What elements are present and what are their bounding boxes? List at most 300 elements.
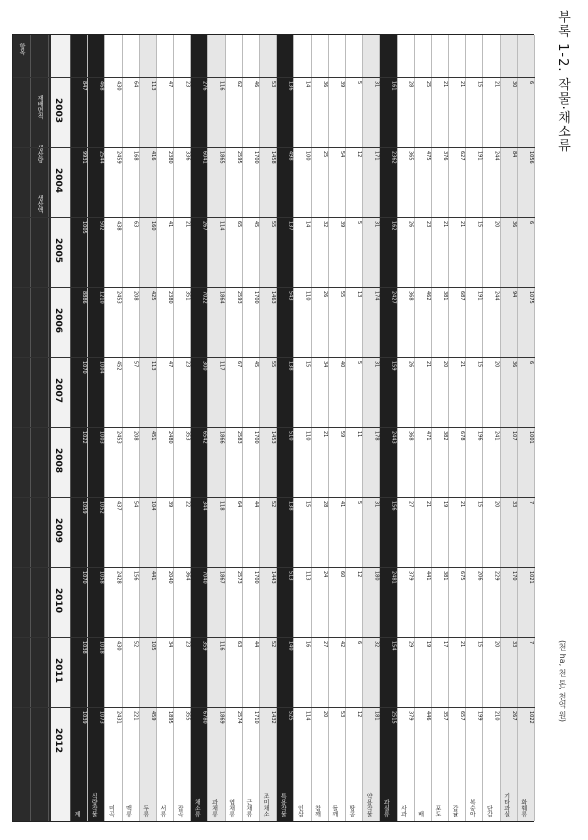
table-cell: 170 — [510, 571, 517, 581]
table-cell: 206 — [476, 571, 483, 581]
table-cell: 1895 — [167, 711, 174, 724]
row-label: 감귤 — [451, 805, 459, 817]
row-label: 인삼 — [296, 805, 304, 817]
row-label: 기타과실 — [502, 793, 510, 817]
table-cell: 1056 — [527, 151, 534, 164]
table-cell: 27 — [321, 641, 328, 648]
table-cell: 2595 — [235, 151, 242, 164]
year-label: 2007 — [53, 378, 63, 404]
table-cell: 181 — [373, 711, 380, 721]
table-row — [191, 35, 208, 821]
table-cell: 15 — [476, 81, 483, 88]
table-cell: 376 — [442, 151, 449, 161]
year-label: 2006 — [53, 308, 63, 334]
year-label: 2012 — [53, 728, 63, 754]
table-cell: 26 — [407, 221, 414, 228]
table-cell: 21 — [442, 221, 449, 228]
table-cell: 1058 — [98, 571, 105, 584]
table-cell: 107 — [510, 431, 517, 441]
table-cell: 1463 — [270, 291, 277, 304]
row-label: 참깨 — [313, 805, 321, 817]
table-cell: 45 — [253, 221, 260, 228]
table-cell: 138 — [287, 361, 294, 371]
table-cell: 368 — [407, 431, 414, 441]
year-divider — [13, 287, 535, 288]
table-cell: 21 — [184, 221, 191, 228]
table-cell: 364 — [184, 571, 191, 581]
table-cell: 16 — [304, 641, 311, 648]
table-cell: 300 — [201, 361, 208, 371]
table-cell: 20 — [493, 221, 500, 228]
table-cell: 441 — [149, 571, 156, 581]
table-cell: 105 — [149, 641, 156, 651]
table-cell: 15 — [476, 221, 483, 228]
year-divider — [13, 77, 535, 78]
table-cell: 15 — [476, 641, 483, 648]
table-cell: 7 — [527, 501, 534, 505]
table-cell: 344 — [201, 501, 208, 511]
table-cell: 110 — [304, 431, 311, 441]
row-label: 들깨 — [330, 805, 338, 817]
table-cell: 21 — [459, 221, 466, 228]
row-label: 식량작물 — [90, 793, 98, 817]
table-cell: 160 — [149, 221, 156, 231]
table-cell: 675 — [459, 571, 466, 581]
table-cell: 12 — [356, 711, 363, 718]
table-cell: 21 — [459, 501, 466, 508]
statistics-table — [12, 34, 534, 822]
table-cell: 114 — [304, 711, 311, 721]
table-cell: 174 — [373, 291, 380, 301]
table-cell: 368 — [407, 291, 414, 301]
table-cell: 39 — [338, 221, 345, 228]
table-cell: 46 — [253, 81, 260, 88]
table-cell: 118 — [218, 501, 225, 511]
table-cell: 29 — [407, 641, 414, 648]
year-divider — [13, 217, 535, 218]
table-cell: 1001 — [527, 431, 534, 444]
table-cell: 39 — [338, 81, 345, 88]
table-row — [226, 35, 243, 821]
table-cell: 1005 — [81, 221, 88, 234]
row-label: 미곡 — [107, 805, 115, 817]
table-row — [312, 35, 329, 821]
table-cell: 138 — [287, 501, 294, 511]
table-cell: 451 — [149, 431, 156, 441]
table-cell: 2515 — [390, 711, 397, 724]
table-cell: 416 — [149, 151, 156, 161]
table-cell: 20 — [493, 641, 500, 648]
table-cell: 53 — [270, 81, 277, 88]
table-row — [277, 35, 294, 821]
sub-header-area: 재배면적 — [36, 95, 43, 119]
table-cell: 15 — [476, 501, 483, 508]
table-cell: 1865 — [218, 151, 225, 164]
table-row — [329, 35, 346, 821]
table-cell: 30 — [510, 81, 517, 88]
table-cell: 199 — [476, 711, 483, 721]
row-label: 배 — [416, 811, 424, 817]
table-cell: 19 — [442, 501, 449, 508]
table-cell: 114 — [218, 221, 225, 231]
table-cell: 208 — [132, 431, 139, 441]
year-label: 2008 — [53, 448, 63, 474]
table-cell: 15 — [476, 361, 483, 368]
sub-header-value: 생산액 — [36, 195, 43, 213]
table-cell: 100 — [304, 151, 311, 161]
table-cell: 365 — [407, 151, 414, 161]
table-cell: 462 — [424, 291, 431, 301]
row-label: 땅콩 — [347, 805, 355, 817]
table-cell: 104 — [149, 501, 156, 511]
table-cell: 27 — [407, 501, 414, 508]
table-cell: 430 — [115, 81, 122, 91]
table-cell: 159 — [390, 361, 397, 371]
table-cell: 7040 — [201, 571, 208, 584]
table-cell: 1700 — [253, 291, 260, 304]
table-cell: 42 — [338, 641, 345, 648]
row-label: 포도 — [433, 805, 441, 817]
year-label: 2010 — [53, 588, 63, 614]
table-cell: 23 — [424, 221, 431, 228]
table-cell: 24 — [321, 571, 328, 578]
table-cell: 21 — [493, 81, 500, 88]
sub-header-production: 생산량 — [36, 145, 43, 163]
table-cell: 12 — [356, 571, 363, 578]
table-cell: 191 — [476, 151, 483, 161]
table-cell: 2427 — [390, 291, 397, 304]
table-cell: 21 — [459, 641, 466, 648]
table-cell: 459 — [149, 711, 156, 721]
table-cell: 12 — [356, 151, 363, 158]
table-cell: 1866 — [218, 431, 225, 444]
table-cell: 15 — [304, 361, 311, 368]
table-cell: 355 — [184, 711, 191, 721]
table-cell: 1867 — [218, 571, 225, 584]
table-cell: 2481 — [390, 571, 397, 584]
table-cell: 57 — [132, 361, 139, 368]
table-cell: 34 — [321, 361, 328, 368]
table-cell: 1075 — [527, 291, 534, 304]
table-cell: 687 — [459, 291, 466, 301]
table-cell: 1018 — [98, 641, 105, 654]
table-header-column — [13, 35, 51, 821]
table-cell: 39 — [167, 501, 174, 508]
table-cell: 113 — [149, 81, 156, 91]
table-row — [243, 35, 260, 821]
row-label: 사과 — [399, 805, 407, 817]
table-cell: 26 — [407, 361, 414, 368]
table-cell: 678 — [459, 431, 466, 441]
year-divider — [13, 707, 535, 708]
table-cell: 20 — [493, 361, 500, 368]
year-divider — [13, 567, 535, 568]
table-cell: 498 — [287, 151, 294, 161]
table-cell: 2443 — [390, 431, 397, 444]
table-cell: 425 — [149, 291, 156, 301]
table-cell: 2573 — [235, 571, 242, 584]
table-cell: 21 — [424, 361, 431, 368]
table-cell: 140 — [287, 641, 294, 651]
table-cell: 1443 — [270, 571, 277, 584]
row-label: 과실류 — [382, 799, 390, 817]
table-cell: 113 — [149, 361, 156, 371]
table-cell: 513 — [287, 571, 294, 581]
table-cell: 210 — [493, 711, 500, 721]
table-cell: 22 — [184, 501, 191, 508]
table-cell: 2380 — [167, 151, 174, 164]
table-cell: 14 — [304, 81, 311, 88]
table-cell: 23 — [184, 361, 191, 368]
table-cell: 2583 — [235, 431, 242, 444]
table-cell: 525 — [287, 711, 294, 721]
table-cell: 1038 — [81, 641, 88, 654]
table-cell: 28 — [321, 501, 328, 508]
page-title: 부록 1-2. 작물·채소류 — [555, 10, 570, 153]
table-row — [174, 35, 191, 821]
table-cell: 452 — [115, 361, 122, 371]
table-cell: 1022 — [81, 431, 88, 444]
table-cell: 2428 — [115, 571, 122, 584]
table-row — [123, 35, 140, 821]
table-cell: 353 — [184, 431, 191, 441]
table-cell: 116 — [218, 641, 225, 651]
table-cell: 267 — [201, 221, 208, 231]
year-divider — [13, 357, 535, 358]
table-cell: 67 — [235, 361, 242, 368]
table-cell: 2380 — [167, 291, 174, 304]
table-cell: 55 — [270, 221, 277, 228]
row-label: 화훼류 — [519, 799, 527, 817]
table-cell: 244 — [493, 291, 500, 301]
table-cell: 468 — [98, 81, 105, 91]
table-cell: 6 — [527, 81, 534, 85]
table-cell: 379 — [407, 711, 414, 721]
row-label: 맥류 — [124, 805, 132, 817]
table-cell: 847 — [81, 81, 88, 91]
table-cell: 1073 — [98, 711, 105, 724]
table-cell: 23 — [184, 81, 191, 88]
table-cell: 34 — [167, 641, 174, 648]
table-cell: 1453 — [270, 431, 277, 444]
table-cell: 54 — [338, 151, 345, 158]
table-cell: 221 — [132, 711, 139, 721]
table-cell: 137 — [287, 221, 294, 231]
table-cell: 502 — [98, 221, 105, 231]
table-cell: 1432 — [270, 711, 277, 724]
table-cell: 510 — [287, 431, 294, 441]
table-cell: 446 — [424, 711, 431, 721]
table-cell: 2453 — [115, 431, 122, 444]
table-cell: 36 — [510, 221, 517, 228]
table-cell: 543 — [287, 291, 294, 301]
header-item-column — [13, 35, 31, 821]
table-cell: 6 — [527, 361, 534, 365]
year-label: 2003 — [53, 98, 63, 124]
table-cell: 2362 — [390, 151, 397, 164]
table-cell: 156 — [390, 501, 397, 511]
table-cell: 14 — [304, 221, 311, 228]
table-cell: 5 — [356, 361, 363, 365]
table-cell: 1070 — [81, 571, 88, 584]
table-cell: 36 — [321, 81, 328, 88]
table-cell: 113 — [304, 571, 311, 581]
table-cell: 161 — [390, 81, 397, 91]
table-cell: 382 — [442, 431, 449, 441]
table-cell: 1021 — [527, 571, 534, 584]
table-cell: 208 — [132, 291, 139, 301]
table-cell: 430 — [115, 641, 122, 651]
table-cell: 41 — [167, 221, 174, 228]
table-cell: 171 — [373, 151, 380, 161]
table-cell: 21 — [424, 501, 431, 508]
table-cell: 136 — [287, 81, 294, 91]
table-cell: 2459 — [115, 151, 122, 164]
table-row — [88, 35, 105, 821]
table-cell: 15 — [304, 501, 311, 508]
table-cell: 1210 — [98, 291, 105, 304]
table-cell: 21 — [442, 81, 449, 88]
table-cell: 110 — [304, 291, 311, 301]
table-cell: 55 — [270, 361, 277, 368]
table-cell: 32 — [373, 641, 380, 648]
table-cell: 2040 — [167, 571, 174, 584]
table-cell: 154 — [390, 641, 397, 651]
table-cell: 45 — [253, 361, 260, 368]
table-cell: 162 — [390, 221, 397, 231]
year-divider — [13, 497, 535, 498]
table-cell: 5 — [356, 501, 363, 505]
table-row — [294, 35, 311, 821]
table-cell: 84 — [510, 151, 517, 158]
table-cell: 60 — [338, 571, 345, 578]
table-cell: 1022 — [527, 711, 534, 724]
row-label: 근채류 — [244, 799, 252, 817]
table-cell: 359 — [201, 641, 208, 651]
year-divider — [13, 637, 535, 638]
table-cell: 6041 — [201, 151, 208, 164]
table-cell: 6542 — [201, 431, 208, 444]
table-cell: 2544 — [98, 151, 105, 164]
table-cell: 28 — [407, 81, 414, 88]
table-cell: 44 — [253, 641, 260, 648]
table-cell: 26 — [321, 291, 328, 298]
table-cell: 55 — [338, 291, 345, 298]
table-cell: 438 — [115, 221, 122, 231]
table-row — [449, 35, 466, 821]
table-cell: 40 — [338, 361, 345, 368]
table-cell: 54 — [132, 501, 139, 508]
table-row — [346, 35, 363, 821]
table-cell: 2480 — [167, 431, 174, 444]
table-row — [363, 35, 380, 821]
table-row — [432, 35, 449, 821]
year-label: 2011 — [53, 658, 63, 684]
table-cell: 5 — [356, 81, 363, 85]
unit-note: (천 ha, 천 톤, 천억 원) — [558, 640, 567, 723]
table-row — [208, 35, 225, 821]
row-label: 과채류 — [210, 799, 218, 817]
table-row — [260, 35, 277, 821]
table-cell: 1003 — [98, 431, 105, 444]
row-label: 단감 — [485, 805, 493, 817]
table-row — [518, 35, 535, 821]
table-cell: 6780 — [201, 711, 208, 724]
table-cell: 52 — [270, 501, 277, 508]
table-cell: 52 — [132, 641, 139, 648]
row-label: 채소류 — [193, 799, 201, 817]
header-subitem-column — [31, 35, 49, 821]
table-cell: 1070 — [81, 361, 88, 374]
table-cell: 191 — [476, 291, 483, 301]
table-cell: 41 — [338, 501, 345, 508]
year-divider — [13, 427, 535, 428]
table-row — [398, 35, 415, 821]
table-cell: 357 — [442, 711, 449, 721]
table-cell: 1059 — [81, 501, 88, 514]
table-cell: 53 — [338, 711, 345, 718]
table-cell: 441 — [424, 571, 431, 581]
year-divider — [13, 147, 535, 148]
row-label: 서류 — [158, 805, 166, 817]
table-cell: 196 — [476, 431, 483, 441]
row-label: 두류 — [141, 805, 149, 817]
table-cell: 336 — [184, 151, 191, 161]
row-label: 복숭아 — [468, 799, 476, 817]
year-label: 2004 — [53, 168, 63, 194]
table-cell: 21 — [459, 361, 466, 368]
row-label: 계 — [73, 811, 80, 817]
year-band — [51, 35, 71, 821]
table-cell: 44 — [253, 501, 260, 508]
table-cell: 116 — [218, 81, 225, 91]
table-cell: 31 — [373, 361, 380, 368]
table-cell: 2453 — [115, 291, 122, 304]
table-cell: 2431 — [115, 711, 122, 724]
table-row — [501, 35, 518, 821]
table-cell: 117 — [218, 361, 225, 371]
table-cell: 1864 — [218, 291, 225, 304]
table-cell: 627 — [459, 151, 466, 161]
table-row — [71, 35, 88, 821]
table-cell: 1004 — [98, 361, 105, 374]
year-label: 2009 — [53, 518, 63, 544]
table-cell: 47 — [167, 81, 174, 88]
table-row — [466, 35, 483, 821]
table-cell: 31 — [373, 81, 380, 88]
table-cell: 1700 — [253, 151, 260, 164]
table-cell: 63 — [235, 641, 242, 648]
table-cell: 11 — [356, 431, 363, 438]
table-cell: 20 — [493, 501, 500, 508]
table-cell: 64 — [235, 501, 242, 508]
table-row — [415, 35, 432, 821]
table-cell: 9931 — [81, 151, 88, 164]
table-cell: 64 — [132, 81, 139, 88]
table-cell: 65 — [235, 221, 242, 228]
table-row — [483, 35, 500, 821]
table-cell: 381 — [442, 291, 449, 301]
table-cell: 1052 — [98, 501, 105, 514]
year-label: 2005 — [53, 238, 63, 264]
table-cell: 13 — [356, 291, 363, 298]
row-label: 조미채소 — [262, 793, 270, 817]
table-cell: 36 — [510, 361, 517, 368]
table-cell: 59 — [338, 431, 345, 438]
table-cell: 244 — [493, 151, 500, 161]
table-cell: 229 — [493, 571, 500, 581]
table-cell: 33 — [510, 501, 517, 508]
